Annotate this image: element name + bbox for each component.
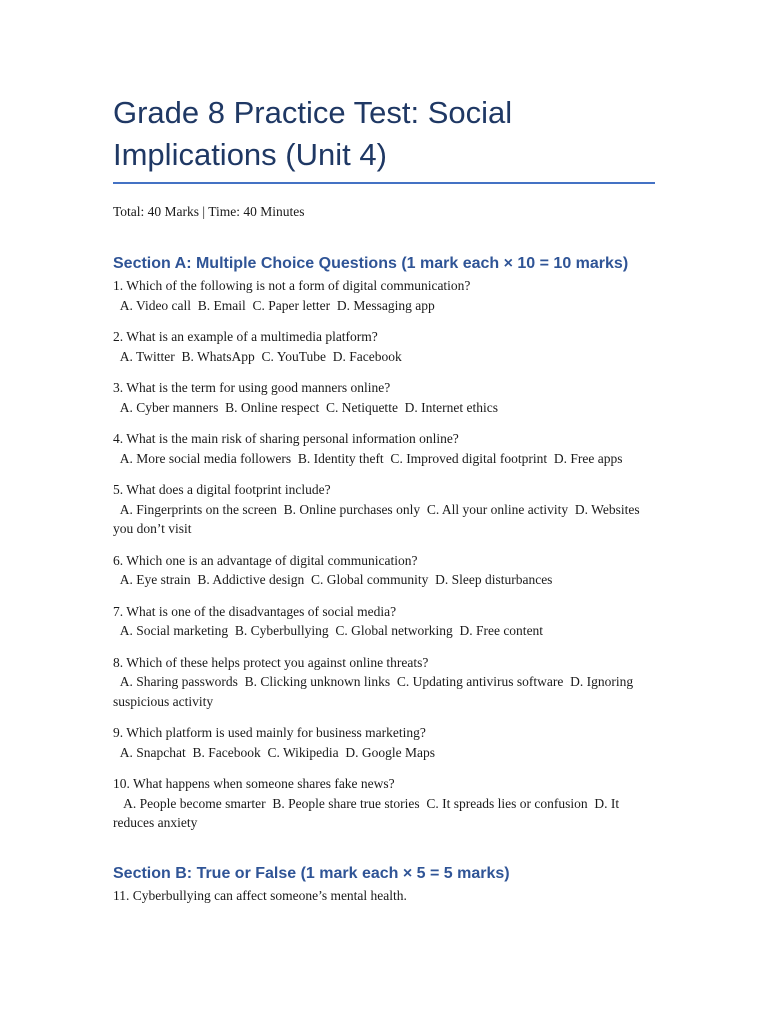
page-title: Grade 8 Practice Test: Social Implications (Unit 4) [113, 95, 513, 172]
question-stem: 4. What is the main risk of sharing personal information online? [113, 431, 459, 446]
document-page [113, 92, 658, 905]
question-stem: 8. Which of these helps protect you against online threats? [113, 654, 429, 670]
question-options: A. Sharing passwords B. Clicking unknown links C. Updating antivirus software D. Ignoring suspicious activity [113, 674, 637, 709]
question-3 [113, 378, 658, 417]
section-b-heading: Section B: True or False (1 mark each × 5 = 5 marks) [113, 864, 510, 882]
question-stem: 10. What happens when someone shares fake news? [113, 776, 395, 791]
question-8 [113, 653, 658, 712]
question-stem: 9. Which platform is used mainly for business marketing? [113, 725, 426, 740]
question-options: A. Social marketing B. Cyberbullying C. Global networking D. Free content [113, 623, 544, 638]
question-7 [113, 602, 658, 641]
question-stem: 2. What is an example of a multimedia platform? [113, 329, 378, 344]
question-options: A. People become smarter B. People share true stories C. It spreads lies or confusion D. It reduces anxiety [113, 795, 623, 830]
question-options: A. Cyber manners B. Online respect C. Netiquette D. Internet ethics [113, 399, 499, 415]
question-9 [113, 723, 658, 762]
question-2 [113, 327, 658, 366]
question-stem: 11. Cyberbullying can affect someone’s mental health. [113, 887, 407, 903]
section-b-questions [113, 886, 658, 906]
question-options: A. Fingerprints on the screen B. Online purchases only C. All your online activity D. Websites you don’t visit [113, 501, 643, 536]
question-10 [113, 774, 658, 833]
question-stem: 5. What does a digital footprint include? [113, 482, 331, 497]
question-options: A. Twitter B. WhatsApp C. YouTube D. Facebook [113, 348, 402, 364]
question-stem: 1. Which of the following is not a form of digital communication? [113, 278, 471, 293]
question-1 [113, 276, 658, 315]
question-5 [113, 480, 658, 539]
question-stem: 7. What is one of the disadvantages of social media? [113, 603, 397, 619]
question-11 [113, 886, 658, 906]
question-4 [113, 429, 658, 468]
section-a-questions [113, 276, 658, 833]
question-options: A. More social media followers B. Identity theft C. Improved digital footprint D. Free apps [113, 450, 623, 466]
question-6 [113, 551, 658, 590]
test-meta: Total: 40 Marks | Time: 40 Minutes [113, 204, 305, 219]
section-a-heading: Section A: Multiple Choice Questions (1 mark each × 10 = 10 marks) [113, 255, 629, 272]
question-stem: 3. What is the term for using good manners online? [113, 380, 391, 395]
question-options: A. Video call B. Email C. Paper letter D. Messaging app [113, 297, 435, 313]
question-options: A. Snapchat B. Facebook C. Wikipedia D. Google Maps [113, 744, 436, 760]
question-options: A. Eye strain B. Addictive design C. Global community D. Sleep disturbances [113, 572, 553, 587]
title-divider [113, 182, 655, 184]
question-stem: 6. Which one is an advantage of digital communication? [113, 552, 418, 568]
